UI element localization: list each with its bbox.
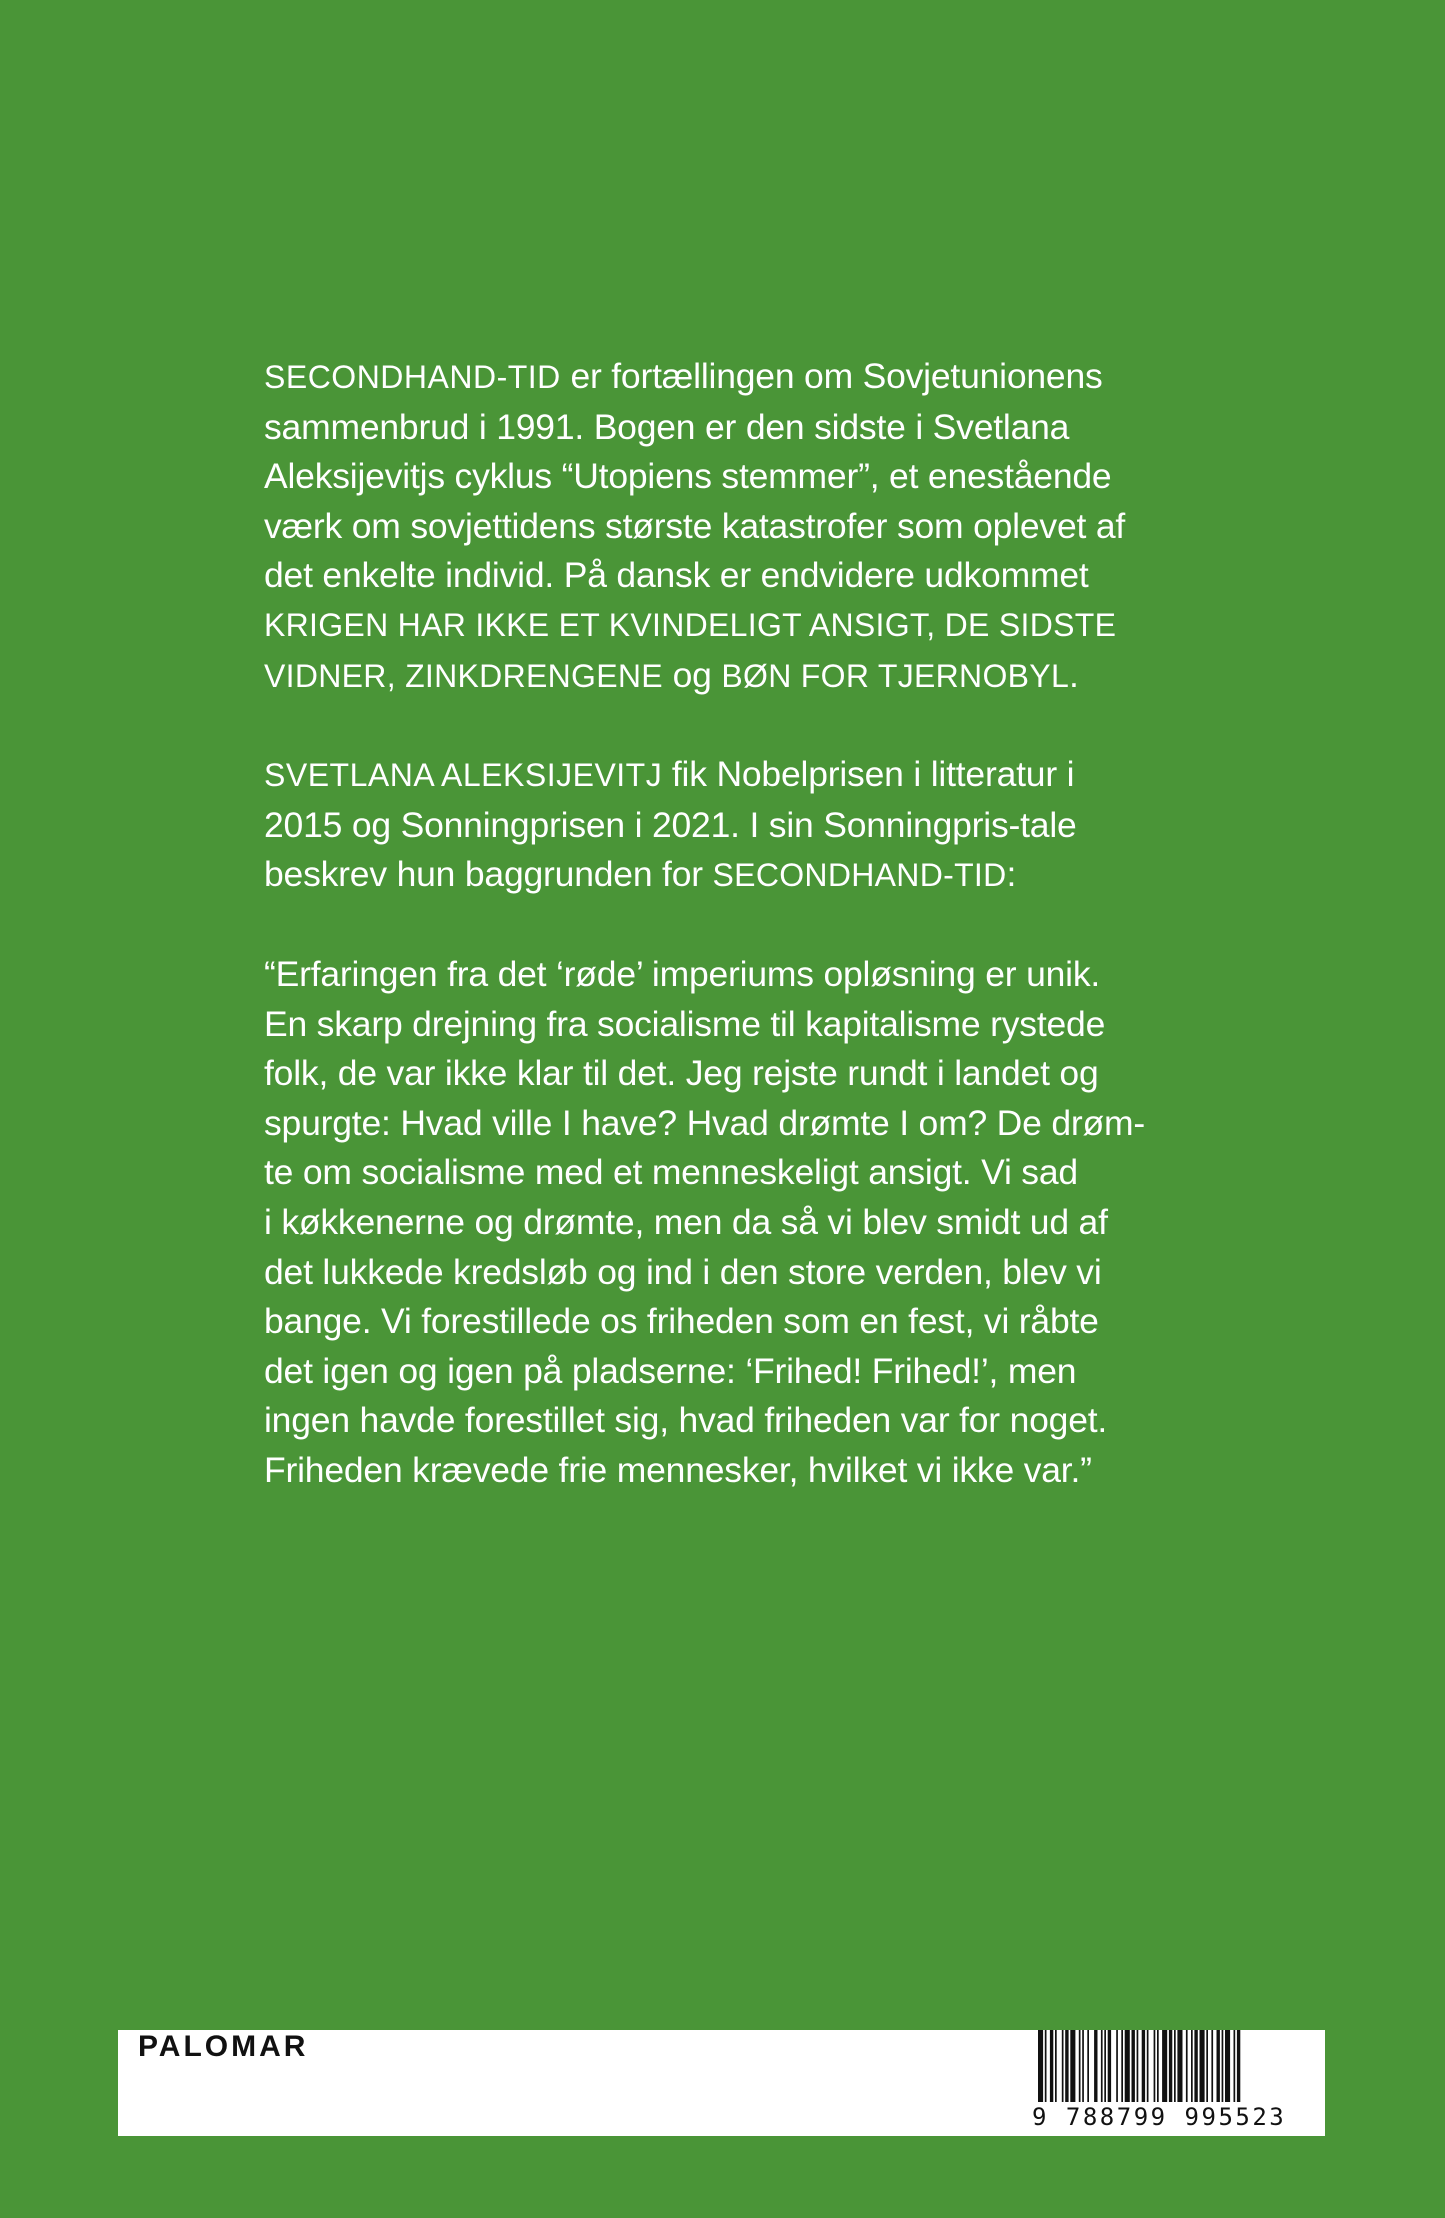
barcode-bar [1121, 2030, 1123, 2102]
text-span: fik Nobelprisen i litteratur i [662, 754, 1075, 795]
barcode-bar [1055, 2030, 1057, 2102]
quote-line: i køkkenerne og drømte, men da så vi blev smidt ud af [264, 1201, 1108, 1242]
blurb-line [264, 352, 1224, 403]
blurb-paragraph-intro [264, 352, 1224, 701]
barcode-bar [1211, 2030, 1213, 2102]
barcode-bar [1186, 2030, 1188, 2102]
paragraph-spacer [264, 901, 1224, 950]
quote-line: bange. Vi forestillede os friheden som en fest, vi råbte [264, 1301, 1099, 1342]
text-span: beskrev hun baggrunden for [264, 854, 713, 895]
quote-line: det lukkede kredsløb og ind i den store verden, blev vi [264, 1251, 1102, 1292]
quote-line: spurgte: Hvad ville I have? Hvad drømte I om? De drøm- [264, 1102, 1145, 1143]
titles-caps: BØN FOR TJERNOBYL [721, 657, 1070, 694]
quote-line: “Erfaringen fra det ‘røde’ imperiums opløsning er unik. [264, 953, 1101, 994]
barcode-bar [1217, 2030, 1220, 2102]
barcode-bar [1116, 2030, 1118, 2102]
publisher-logo: PALOMAR [138, 2030, 309, 2063]
barcode-bar [1154, 2030, 1156, 2102]
barcode-bar [1225, 2030, 1230, 2102]
barcode-bar [1070, 2030, 1075, 2102]
barcode-bar [1125, 2030, 1130, 2102]
titles-caps: VIDNER, ZINKDRENGENE [264, 657, 663, 694]
barcode-bar [1191, 2030, 1193, 2102]
barcode-bar [1079, 2030, 1081, 2102]
author-name-caps: SVETLANA ALEKSIJEVITJ [264, 757, 663, 794]
barcode-bar [1094, 2030, 1097, 2102]
barcode-bar [1177, 2030, 1182, 2102]
barcode-bar [1157, 2030, 1159, 2102]
paragraph-spacer [264, 701, 1224, 750]
blurb-line: det enkelte individ. På dansk er endvidere udkommet [264, 555, 1089, 596]
barcode-bar [1104, 2030, 1106, 2102]
barcode-bar [1169, 2030, 1172, 2102]
blurb-paragraph-author [264, 750, 1224, 901]
barcode-bar [1222, 2030, 1224, 2102]
blurb-line [264, 850, 1224, 901]
blurb-line: 2015 og Sonningprisen i 2021. I sin Sonningpris-tale [264, 804, 1077, 845]
quote-line: Friheden krævede frie mennesker, hvilket vi ikke var.” [264, 1449, 1092, 1490]
barcode-bar [1194, 2030, 1197, 2102]
blurb-line: værk om sovjettidens største katastrofer som oplevet af [264, 505, 1126, 546]
barcode-bar [1162, 2030, 1167, 2102]
barcode-bar [1174, 2030, 1176, 2102]
text-span: . [1069, 654, 1079, 695]
quote-line: det igen og igen på pladserne: ‘Frihed! Frihed!’, men [264, 1350, 1077, 1391]
quote-line: te om socialisme med et menneskeligt ansigt. Vi sad [264, 1152, 1078, 1193]
barcode-bar [1087, 2030, 1089, 2102]
barcode-bar [1108, 2030, 1111, 2102]
barcode-bar [1082, 2030, 1084, 2102]
barcode-bar [1062, 2030, 1064, 2102]
blurb-line: sammenbrud i 1991. Bogen er den sidste i Svetlana [264, 406, 1070, 447]
quote-line: folk, de var ikke klar til det. Jeg rejste rundt i landet og [264, 1053, 1099, 1094]
barcode-bar [1101, 2030, 1103, 2102]
barcode-bar [1132, 2030, 1135, 2102]
text-span: og [662, 654, 722, 695]
blurb-line: Aleksijevitjs cyklus “Utopiens stemmer”, et enestående [264, 456, 1112, 497]
text-span: er fortællingen om Sovjetunionens [560, 356, 1103, 396]
barcode-bar [1206, 2030, 1208, 2102]
book-title-caps: SECONDHAND-TID [712, 857, 1007, 894]
quote-line: En skarp drejning fra socialisme til kapitalisme rystede [264, 1003, 1106, 1044]
blurb-line [264, 750, 1224, 801]
barcode-icon [1028, 2030, 1320, 2136]
blurb-line: KRIGEN HAR IKKE ET KVINDELIGT ANSIGT, DE SIDSTE [264, 606, 1117, 643]
text-span: : [1006, 854, 1017, 895]
barcode-bar [1065, 2030, 1068, 2102]
quote-line: ingen havde forestillet sig, hvad friheden var for noget. [264, 1400, 1108, 1441]
barcode-bar [1050, 2030, 1053, 2102]
blurb-paragraph-quote [264, 950, 1224, 1496]
book-title-caps: SECONDHAND-TID [264, 359, 561, 395]
barcode-bar [1147, 2030, 1149, 2102]
footer-strip [118, 2030, 1325, 2136]
barcode-bar [1200, 2030, 1205, 2102]
blurb-text [264, 352, 1224, 1495]
isbn-number: 9 788799 995523 [1028, 2102, 1320, 2132]
blurb-line [264, 651, 1224, 702]
